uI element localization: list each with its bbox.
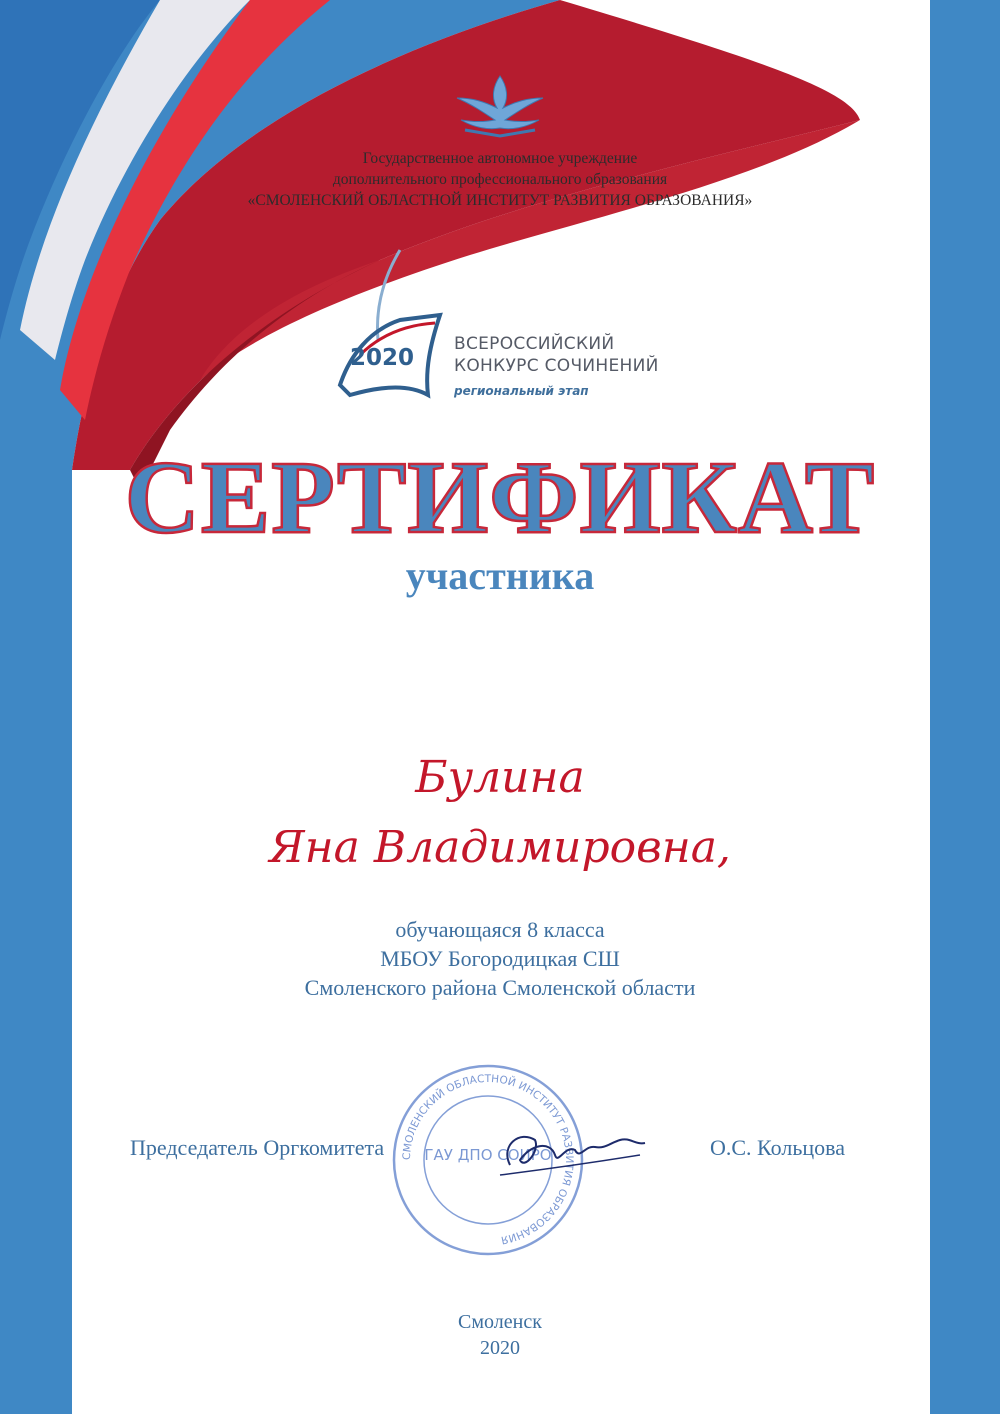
recipient-surname: Булина <box>415 752 585 803</box>
stamp-center-text: ГАУ ДПО СОИРО <box>424 1146 552 1164</box>
contest-logo <box>330 245 690 410</box>
swan-book-logo-icon <box>445 68 555 140</box>
contest-name <box>454 333 659 377</box>
details-line-2: МБОУ Богородицкая СШ <box>380 946 620 971</box>
institution-line-2: дополнительного профессионального образования <box>332 171 668 188</box>
certificate-subtitle: участника <box>405 553 595 598</box>
certificate-title: СЕРТИФИКАТ <box>124 440 876 555</box>
details-line-1: обучающаяся 8 класса <box>395 917 605 942</box>
quill-book-icon <box>330 245 450 405</box>
recipient-details <box>0 915 1000 1002</box>
footer-year: 2020 <box>480 1337 520 1359</box>
institution-line-3: «СМОЛЕНСКИЙ ОБЛАСТНОЙ ИНСТИТУТ РАЗВИТИЯ ОБРАЗОВАНИЯ» <box>247 192 753 209</box>
institution-line-1: Государственное автономное учреждение <box>362 150 638 167</box>
contest-line-1: ВСЕРОССИЙСКИЙ <box>454 334 615 354</box>
footer <box>0 1309 1000 1361</box>
handwritten-signature <box>480 1115 650 1195</box>
contest-year: 2020 <box>350 345 415 371</box>
footer-city: Смоленск <box>458 1311 542 1333</box>
institution-header <box>0 148 1000 211</box>
details-line-3: Смоленского района Смоленской области <box>304 975 696 1000</box>
recipient-given-name: Яна Владимировна, <box>269 822 731 873</box>
contest-line-2: КОНКУРС СОЧИНЕНИЙ <box>454 356 659 376</box>
contest-stage: региональный этап <box>454 384 589 398</box>
signatory-role: Председатель Оргкомитета <box>130 1135 385 1160</box>
signatory-name: О.С. Кольцова <box>710 1135 845 1160</box>
stamp-ring-text: СМОЛЕНСКИЙ ОБЛАСТНОЙ ИНСТИТУТ РАЗВИТИЯ ОБРАЗОВАНИЯ <box>400 1072 576 1246</box>
